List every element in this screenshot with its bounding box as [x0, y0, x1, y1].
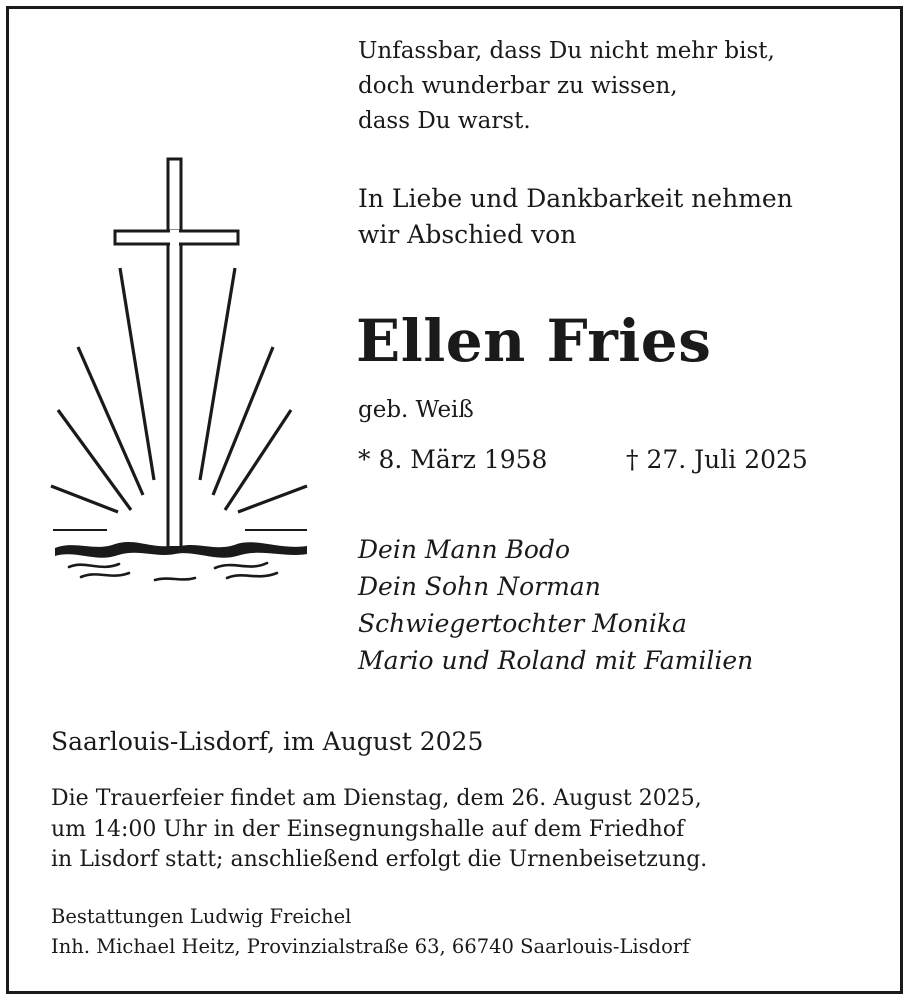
intro-line: In Liebe und Dankbarkeit nehmen [358, 184, 793, 213]
motto-line: Unfassbar, dass Du nicht mehr bist, [358, 38, 775, 64]
ceremony-line: um 14:00 Uhr in der Einsegnungshalle auf dem Friedhof [51, 816, 685, 842]
mourner-item: Schwiegertochter Monika [358, 609, 687, 638]
cross-with-rays-over-water-icon [45, 150, 315, 600]
place-and-date: Saarlouis-Lisdorf, im August 2025 [51, 727, 484, 756]
ceremony-notice [51, 784, 707, 876]
maiden-name: geb. Weiß [358, 397, 474, 423]
mourner-item: Mario und Roland mit Familien [358, 646, 754, 675]
undertaker-line: Bestattungen Ludwig Freichel [51, 905, 352, 928]
birth-date: * 8. März 1958 [358, 445, 548, 474]
mourners-list [358, 531, 753, 679]
mourner-item: Dein Sohn Norman [358, 572, 601, 601]
ceremony-line: in Lisdorf statt; anschließend erfolgt die Urnenbeisetzung. [51, 847, 708, 872]
undertaker-info [51, 902, 689, 962]
intro-line: wir Abschied von [358, 220, 577, 249]
undertaker-line: Inh. Michael Heitz, Provinzialstraße 63, 66740 Saarlouis-Lisdorf [51, 935, 690, 958]
mourner-item: Dein Mann Bodo [358, 535, 571, 564]
motto-verse [358, 34, 775, 139]
motto-line: doch wunderbar zu wissen, [358, 73, 678, 99]
motto-line: dass Du warst. [358, 108, 531, 134]
farewell-intro [358, 181, 793, 253]
deceased-name: Ellen Fries [356, 307, 712, 375]
death-date: † 27. Juli 2025 [626, 445, 808, 474]
ceremony-line: Die Trauerfeier findet am Dienstag, dem 26. August 2025, [51, 786, 702, 811]
